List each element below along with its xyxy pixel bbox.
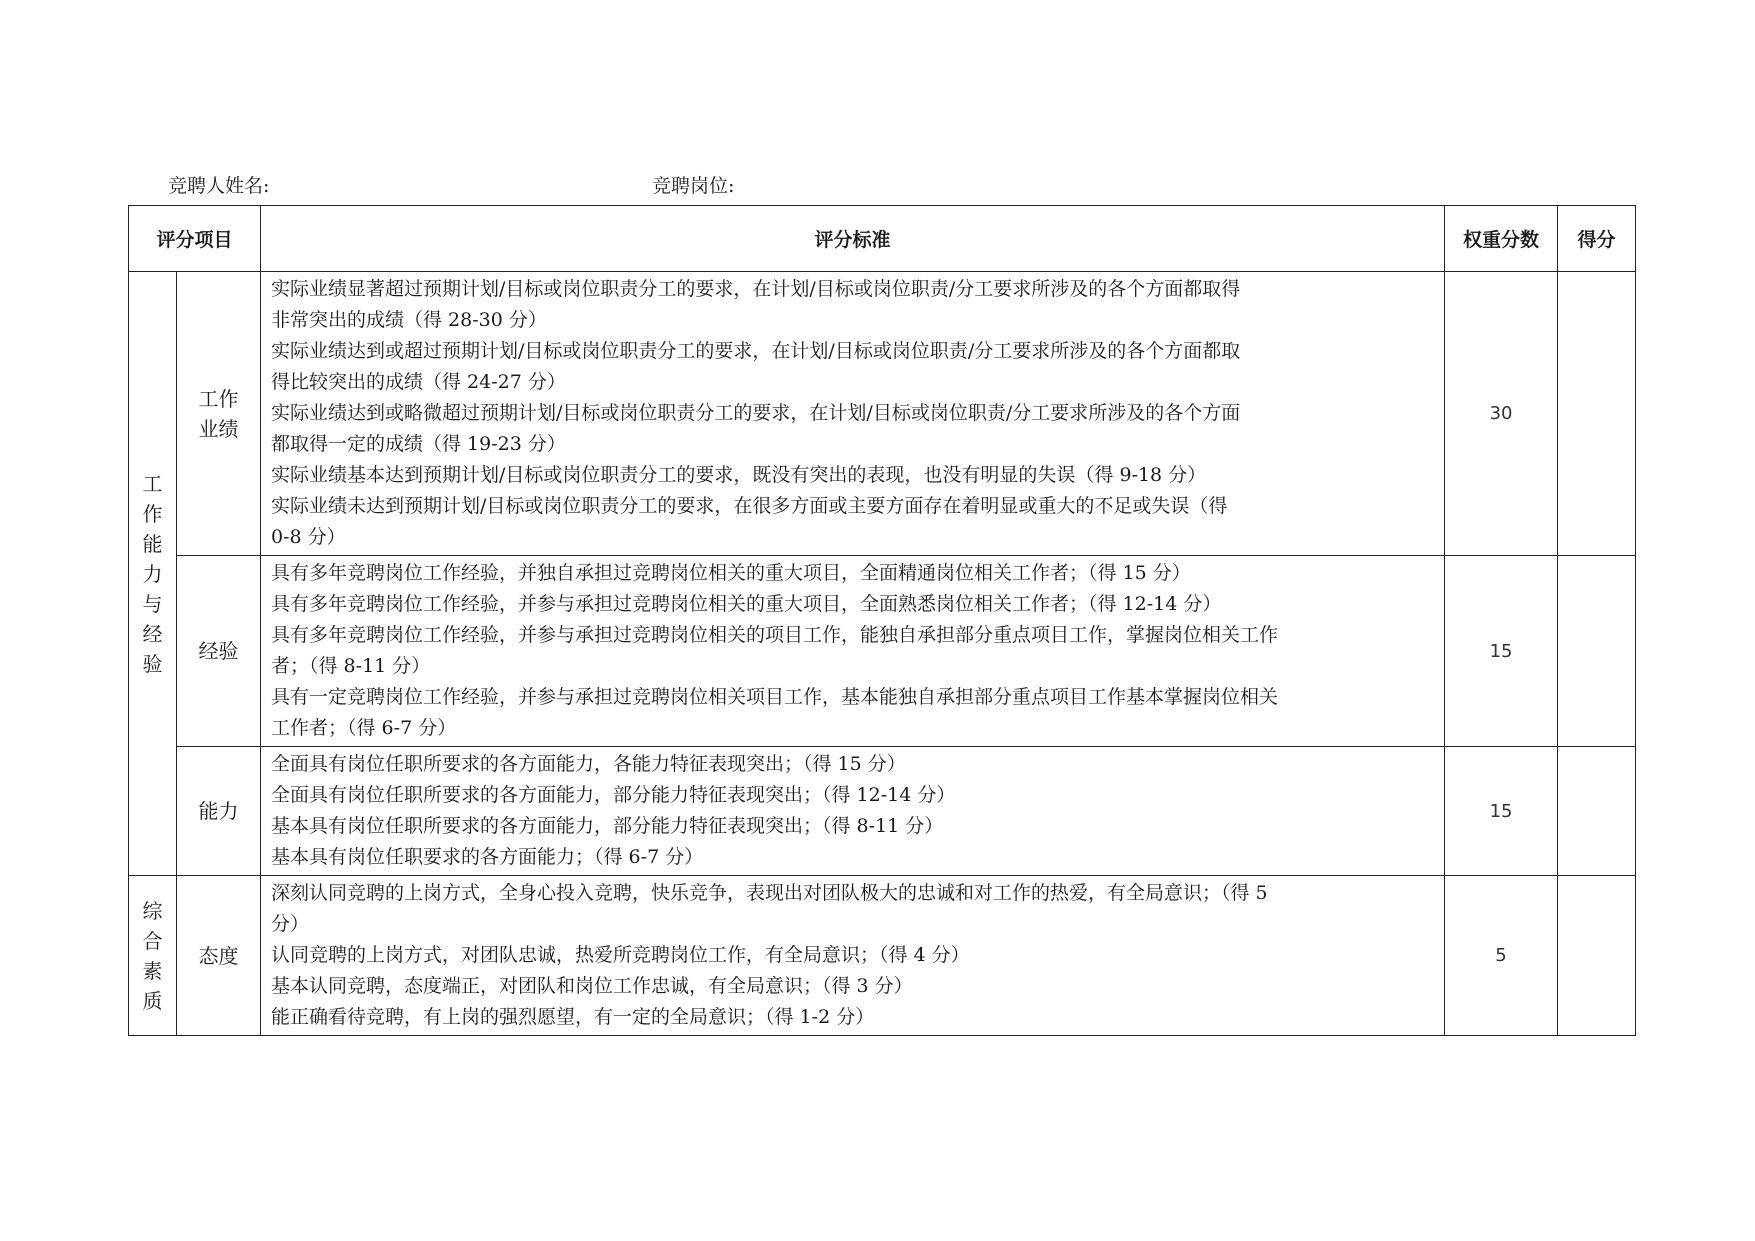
criteria-performance: 实际业绩显著超过预期计划/目标或岗位职责分工的要求，在计划/目标或岗位职责/分工要求所涉及的各个方面都取得 非常突出的成绩（得 28-30 分） 实际业绩达到或超过预期计划/目标或岗位职责分工的要求，在计划/目标或岗位职责/分工要求所涉及的各个方面都取 得比较突出的成绩（得 24-27 分） 实际业绩达到或略微超过预期计划/目标或岗位职责分工的要求，在计划/目标或岗位职责/分工要求所涉及的各个方面 都取得一定的成绩（得 19-23 分） 实际业绩基本达到预期计划/目标或岗位职责分工的要求，既没有突出的表现，也没有明显的失误（得 9-18 分） 实际业绩未达到预期计划/目标或岗位职责分工的要求，在很多方面或主要方面存在着明显或重大的不足或失误（得 0-8 分） xyxy=(261,272,1445,556)
column-header-criteria: 评分标准 xyxy=(261,206,1445,272)
sub-item-performance: 工作 业绩 xyxy=(177,272,261,556)
table-row xyxy=(129,556,1636,747)
weight-attitude: 5 xyxy=(1445,876,1558,1036)
group-label-overall-quality: 综 合 素 质 xyxy=(129,876,177,1036)
weight-ability: 15 xyxy=(1445,747,1558,876)
scoring-table xyxy=(128,205,1636,1036)
sub-item-ability: 能力 xyxy=(177,747,261,876)
column-header-item: 评分项目 xyxy=(129,206,261,272)
group-label-ability-experience: 工 作 能 力 与 经 验 xyxy=(129,272,177,876)
column-header-weight: 权重分数 xyxy=(1445,206,1558,272)
table-row xyxy=(129,747,1636,876)
weight-experience: 15 xyxy=(1445,556,1558,747)
sub-item-experience: 经验 xyxy=(177,556,261,747)
table-row xyxy=(129,876,1636,1036)
sub-item-attitude: 态度 xyxy=(177,876,261,1036)
candidate-name-label: 竞聘人姓名: xyxy=(168,175,270,197)
criteria-ability: 全面具有岗位任职所要求的各方面能力，各能力特征表现突出；（得 15 分） 全面具有岗位任职所要求的各方面能力，部分能力特征表现突出；（得 12-14 分） 基本具有岗位任职所要求的各方面能力，部分能力特征表现突出；（得 8-11 分） 基本具有岗位任职要求的各方面能力；（得 6-7 分） xyxy=(261,747,1445,876)
score-cell-performance[interactable] xyxy=(1558,272,1636,556)
table-row xyxy=(129,272,1636,556)
score-cell-attitude[interactable] xyxy=(1558,876,1636,1036)
table-header-row xyxy=(129,206,1636,272)
criteria-attitude: 深刻认同竞聘的上岗方式，全身心投入竞聘，快乐竞争，表现出对团队极大的忠诚和对工作的热爱，有全局意识；（得 5 分） 认同竞聘的上岗方式，对团队忠诚，热爱所竞聘岗位工作，有全局意识；（得 4 分） 基本认同竞聘，态度端正，对团队和岗位工作忠诚，有全局意识；（得 3 分） 能正确看待竞聘，有上岗的强烈愿望，有一定的全局意识；（得 1-2 分） xyxy=(261,876,1445,1036)
candidate-post-label: 竞聘岗位: xyxy=(652,175,735,197)
score-cell-ability[interactable] xyxy=(1558,747,1636,876)
score-cell-experience[interactable] xyxy=(1558,556,1636,747)
weight-performance: 30 xyxy=(1445,272,1558,556)
column-header-score: 得分 xyxy=(1558,206,1636,272)
criteria-experience: 具有多年竞聘岗位工作经验，并独自承担过竞聘岗位相关的重大项目，全面精通岗位相关工作者；（得 15 分） 具有多年竞聘岗位工作经验，并参与承担过竞聘岗位相关的重大项目，全面熟悉岗位相关工作者；（得 12-14 分） 具有多年竞聘岗位工作经验，并参与承担过竞聘岗位相关的项目工作，能独自承担部分重点项目工作，掌握岗位相关工作 者；（得 8-11 分） 具有一定竞聘岗位工作经验，并参与承担过竞聘岗位相关项目工作，基本能独自承担部分重点项目工作基本掌握岗位相关 工作者；（得 6-7 分） xyxy=(261,556,1445,747)
